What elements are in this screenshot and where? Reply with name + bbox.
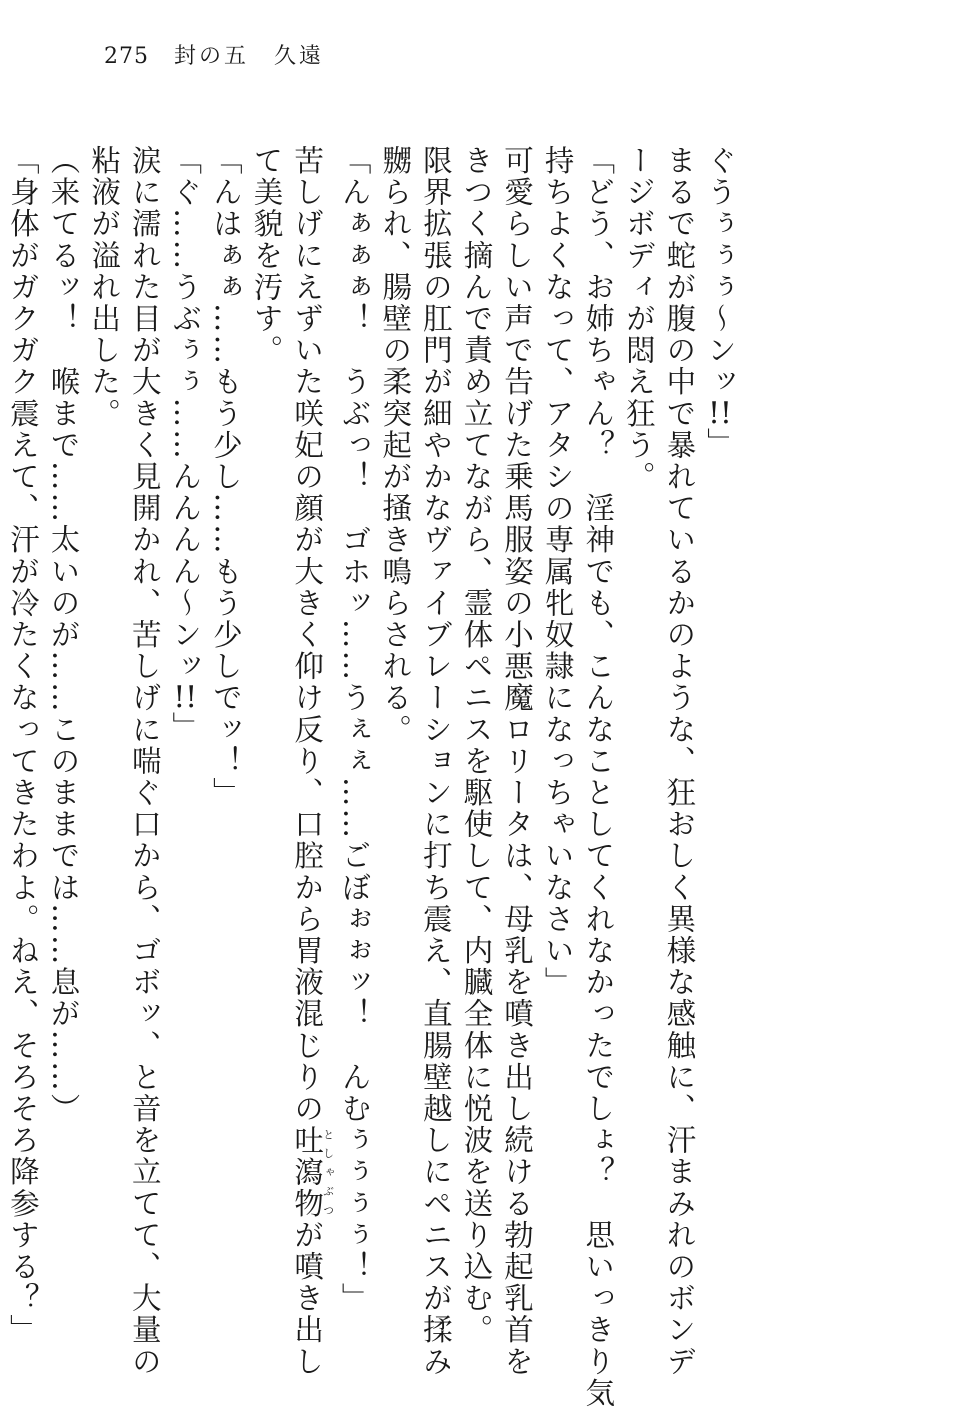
text-line: ージボディが悶え狂う。 <box>621 145 656 493</box>
text-line: て美貌を汚す。 <box>249 145 284 367</box>
text-line: 「んはぁぁ……もう少し……もう少しでッ！」 <box>208 145 243 809</box>
text-line: 嬲られ、腸壁の柔突起が掻き鳴らされる。 <box>378 145 413 746</box>
ruby-annotation: 吐瀉物としゃぶつ <box>290 1124 335 1220</box>
text-line: まるで蛇が腹の中で暴れているかのような、狂おしく異様な感触に、汗まみれのボンデ <box>662 145 697 1378</box>
page-header <box>104 46 324 68</box>
page-number: 275 <box>104 44 149 69</box>
vertical-body-text <box>5 145 740 1409</box>
text-line: 持ちよくなって、アタシの専属牝奴隷になっちゃいなさい」 <box>540 145 575 999</box>
chapter-title: 封の五 久遠 <box>174 44 325 69</box>
text-line: 「ぐ……うぶぅぅ……んんんん〜ンッ!!」 <box>168 145 203 744</box>
text-line: きつく摘んで責め立てながら、霊体ペニスを駆使して、内臓全体に悦波を送り込む。 <box>459 145 494 1346</box>
text-line: 苦しげにえずいた咲妃の顔が大きく仰け反り、口腔から胃液混じりの吐瀉物としゃぶつが噴き出し <box>290 145 335 1378</box>
text-line: 「どう、お姉ちゃん？ 淫神でも、こんなことしてくれなかったでしょ？ 思いっきり気 <box>581 145 616 1409</box>
text-line: 涙に濡れた目が大きく見開かれ、苦しげに喘ぐ口から、ゴボッ、と音を立てて、大量の <box>127 145 162 1378</box>
text-line: 「身体がガクガク震えて、汗が冷たくなってきたわよ。ねえ、そろそろ降参する？」 <box>5 145 40 1346</box>
text-line: 「んぁぁぁ！ うぶっ！ ゴホッ……うぇぇ……ごぼぉぉッ！ んむぅぅぅぅ！」 <box>337 145 372 1315</box>
text-line: ぐうぅぅぅ〜ンッ!!」 <box>703 145 737 459</box>
text-line: 可愛らしい声で告げた乗馬服姿の小悪魔ロリータは、母乳を噴き出し続ける勃起乳首を <box>500 145 535 1378</box>
text-line: 粘液が溢れ出した。 <box>87 145 122 430</box>
text-line: 限界拡張の肛門が細やかなヴァイブレーションに打ち震え、直腸壁越しにペニスが揉み <box>418 145 453 1378</box>
text-line: （来てるッ！ 喉まで……太いのが……このままでは……息が……） <box>46 145 81 1125</box>
